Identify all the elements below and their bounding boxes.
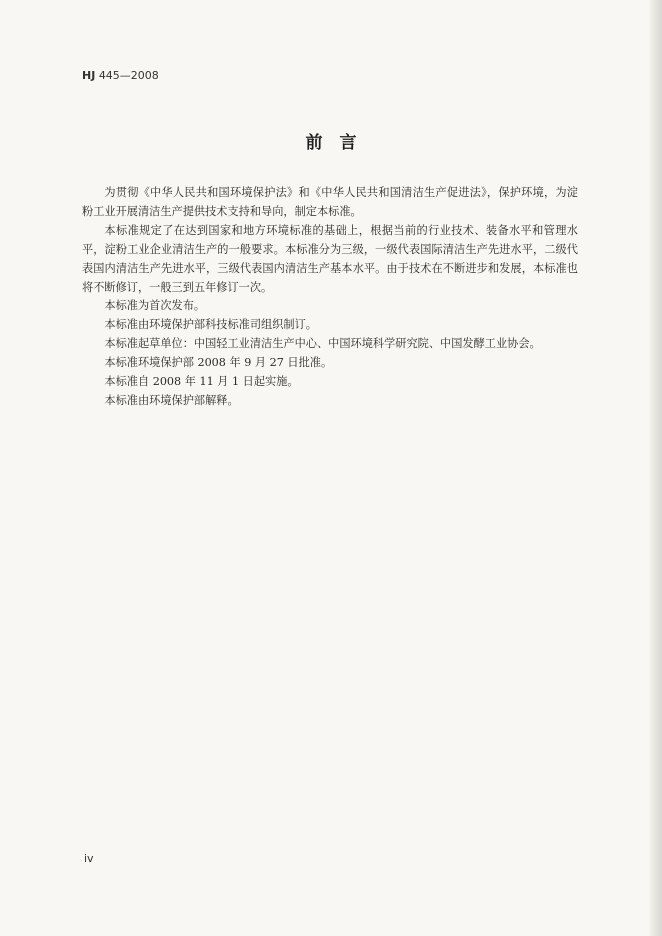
page-title: 前 言: [305, 133, 357, 153]
standard-code-number: 445—2008: [98, 69, 159, 82]
page-number: iv: [84, 852, 94, 865]
paragraph-first-release: 本标准为首次发布。: [104, 299, 206, 313]
standard-code: [82, 69, 159, 82]
paragraph-interpretation: 本标准由环境保护部解释。: [104, 393, 239, 407]
standard-code-prefix: HJ: [82, 69, 96, 82]
paragraph-drafters: 本标准起草单位：中国轻工业清洁生产中心、中国环境科学研究院、中国发酵工业协会。: [104, 337, 541, 351]
foreword-body: [82, 184, 578, 411]
paragraph-effective-date: 本标准自 2008 年 11 月 1 日起实施。: [104, 375, 299, 389]
paragraph-approval: 本标准环境保护部 2008 年 9 月 27 日批准。: [104, 356, 333, 370]
paragraph-scope: 本标准规定了在达到国家和地方环境标准的基础上，根据当前的行业技术、装备水平和管理水平，淀粉工业企业清洁生产的一般要求。本标准分为三级，一级代表国际清洁生产先进水平，二级代表国内清洁生产先进水平，三级代表国内清洁生产基本水平。由于技术在不断进步和发展，本标准也将不断修订，一般三到五年修订一次。: [82, 223, 578, 294]
paragraph-purpose: 为贯彻《中华人民共和国环境保护法》和《中华人民共和国清洁生产促进法》，保护环境，为淀粉工业开展清洁生产提供技术支持和导向，制定本标准。: [82, 186, 578, 218]
paragraph-organizer: 本标准由环境保护部科技标准司组织制订。: [104, 318, 317, 332]
